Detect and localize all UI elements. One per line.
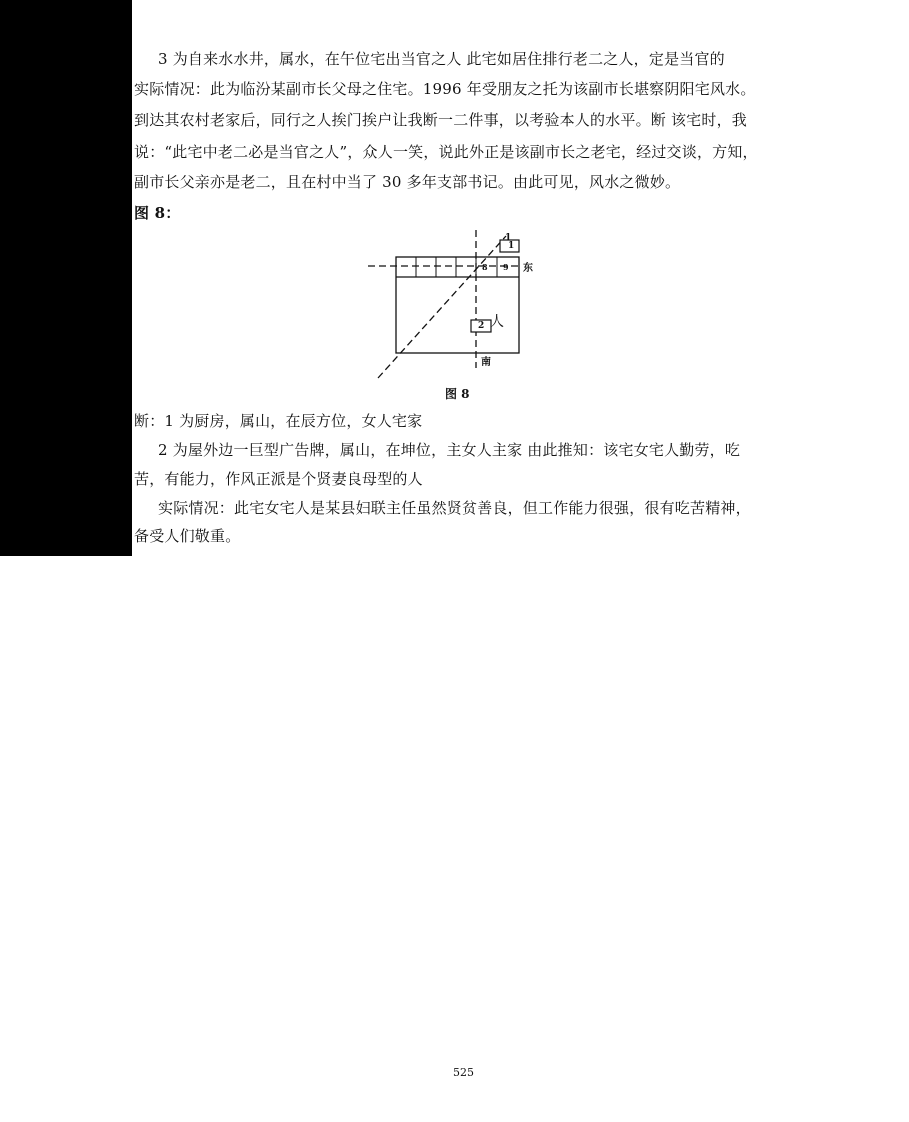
marker-box-1-label: 1 (508, 241, 515, 251)
label-south: 南 (481, 357, 491, 368)
cell-label-a: 8 (482, 262, 488, 272)
figure-heading: 图 8： (134, 204, 181, 222)
label-east: 东 (523, 263, 533, 274)
label-person: 人 (490, 314, 504, 330)
marker-label-tag: 1 (505, 233, 512, 243)
paragraph-1-line-4: 说：“此宅中老二必是当官之人”，众人一笑，说此外正是该副市长之老宅，经过交谈，方知， (134, 143, 758, 161)
paragraph-2-line-5: 备受人们敬重。 (134, 527, 241, 545)
paragraph-2-line-3: 苦，有能力，作风正派是个贤妻良母型的人 (134, 470, 423, 488)
paragraph-1-line-5: 副市长父亲亦是老二，且在村中当了 30 多年支部书记。由此可见，风水之微妙。 (134, 173, 681, 191)
page-number: 525 (453, 1066, 474, 1079)
cell-label-b: 9 (503, 262, 509, 272)
paragraph-2-line-2: 2 为屋外边一巨型广告牌，属山，在坤位，主女人主家 由此推知：该宅女宅人勤劳，吃 (158, 441, 741, 459)
floor-plan-diagram (0, 0, 909, 400)
marker-box-2-label: 2 (478, 321, 485, 331)
paragraph-1-line-3: 到达其农村老家后，同行之人挨门挨户让我断一二件事，以考验本人的水平。断 该宅时，我 (134, 111, 747, 129)
paragraph-2-line-1: 断：1 为厨房，属山，在辰方位，女人宅家 (134, 412, 423, 430)
figure-caption: 图 8 (445, 387, 470, 401)
paragraph-1-line-2: 实际情况：此为临汾某副市长父母之住宅。1996 年受朋友之托为该副市长堪察阴阳宅风水。 (134, 80, 756, 98)
paragraph-2-line-4: 实际情况：此宅女宅人是某县妇联主任虽然贤贫善良，但工作能力很强，很有吃苦精神， (158, 499, 751, 517)
paragraph-1-line-1: 3 为自来水水井，属水，在午位宅出当官之人 此宅如居住排行老二之人，定是当官的 (158, 50, 725, 68)
house-outline (396, 257, 519, 353)
